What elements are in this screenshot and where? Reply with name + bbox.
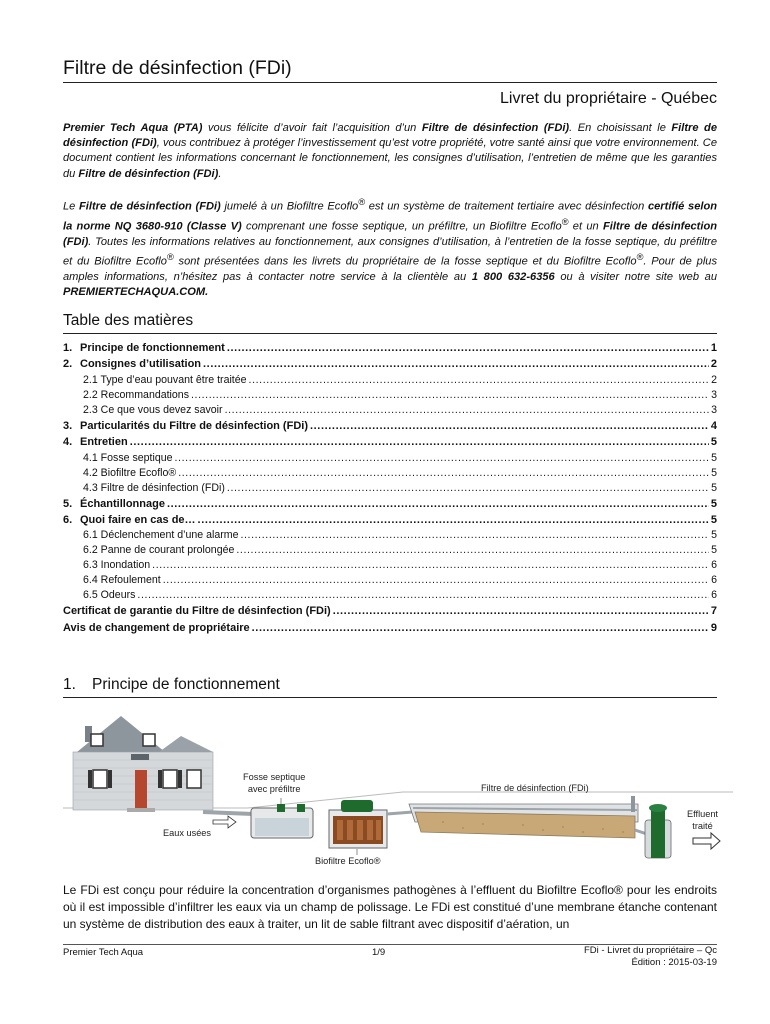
footer-page-number: 1/9 [372,947,386,958]
certification-text: certifié selon la norme NQ 3680-910 (Classe V) [63,200,718,233]
toc-entry-4-1[interactable] [63,451,717,466]
toc-label: 6.4 Refoulement [83,574,161,587]
toc-page: 5 [711,466,717,479]
label-line: avec préfiltre [247,784,301,794]
toc-label: 6.2 Panne de courant prolongée [83,544,235,557]
toc-page: 5 [710,513,717,526]
toc-page: 3 [711,403,717,416]
wastewater-arrow [213,816,236,828]
label-line: Effluent [687,809,718,819]
toc-leader [249,373,710,388]
toc-leader [167,496,709,512]
toc-leader [175,451,710,466]
house-illustration [73,716,213,812]
toc-number: 5. [63,497,73,510]
toc-number: 3. [63,419,73,432]
intro-text: . En choisissant le [569,122,672,134]
toc-page: 9 [710,621,717,634]
toc-leader [225,403,710,418]
toc-page: 5 [711,544,717,557]
toc-leader [252,620,709,636]
product-name: Filtre de désinfection (FDi) [63,122,718,150]
system-diagram-illustration [63,712,733,872]
label-line: Fosse septique [243,772,306,782]
toc-page: 2 [710,358,717,371]
footer-company: Premier Tech Aqua [63,947,144,958]
toc-label: Échantillonnage [80,497,165,510]
toc-leader [178,466,709,481]
septic-tank [251,804,313,838]
toc-label: 4.3 Filtre de désinfection (FDi) [83,481,225,494]
section-1-title [63,676,280,694]
toc-label: 6.1 Déclenchement d’une alarme [83,529,239,542]
toc-page: 4 [710,419,717,432]
product-name: Filtre de désinfection (FDi) [79,200,221,213]
toc-page: 5 [711,529,717,542]
toc-leader [152,558,709,573]
toc-entry-6-2[interactable] [63,543,717,558]
website-link[interactable]: PREMIERTECHAQUA.COM. [63,286,209,299]
toc-page: 6 [711,589,717,602]
disinfection-filter [409,796,638,838]
toc-page: 7 [710,605,717,618]
company-name: Premier Tech Aqua (PTA) [63,122,203,134]
toc-leader [227,481,709,496]
toc-label: Quoi faire en cas de… [80,513,196,526]
toc-page: 6 [711,574,717,587]
toc-page: 3 [711,388,717,401]
toc-label: 4.2 Biofiltre Ecoflo® [83,466,177,479]
intro-text: . Pour de plus amples informations, n’hésitez pas à contacter notre service à la clientèle au [63,255,717,283]
toc-label: 4.1 Fosse septique [83,451,173,464]
footer-doc-name: FDi - Livret du propriétaire – Qc [583,945,717,956]
toc-label: 6.5 Odeurs [83,589,136,602]
toc-entry-6[interactable] [63,512,717,528]
toc-leader [236,543,709,558]
toc-number: 6. [63,513,73,526]
toc-entry-3[interactable] [63,418,717,434]
toc-leader [333,603,709,619]
toc-entry-4-2[interactable] [63,466,717,481]
phone-number[interactable]: 1 800 632-6356 [471,270,555,283]
product-name: Filtre de désinfection (FDi) [63,220,718,248]
intro-paragraph-2 [63,195,717,300]
label-septic-tank [243,771,305,795]
toc-leader [130,434,709,450]
toc-label: Certificat de garantie du Filtre de désinfection (FDi) [63,605,331,618]
table-of-contents [63,340,717,636]
system-diagram [63,712,733,872]
toc-entry-warranty[interactable] [63,603,717,619]
intro-text: . Toutes les informations relatives au fonctionnement, aux consignes d’utilisation, à l’entretien de la fosse septique, du préfiltre et du Biofiltre Ecoflo [63,235,717,268]
intro-text: jumelé à un Biofiltre Ecoflo [220,200,359,213]
toc-rule [63,333,717,334]
toc-entry-2-3[interactable] [63,403,717,418]
toc-number: 2. [63,358,73,371]
intro-paragraph-1 [63,121,717,182]
intro-text: comprenant une fosse septique, un préfiltre, un Biofiltre Ecoflo [241,220,562,233]
registered-mark: ® [358,197,366,207]
section-rule [63,697,717,698]
toc-label: Avis de changement de propriétaire [63,621,250,634]
section-number: 1. [63,676,76,693]
toc-label: 2.3 Ce que vous devez savoir [83,403,223,416]
intro-text: . [218,167,222,180]
toc-label: 2.1 Type d’eau pouvant être traitée [83,373,247,386]
label-fdi: Filtre de désinfection (FDi) [481,783,589,793]
toc-entry-5[interactable] [63,496,717,512]
toc-leader [203,356,709,372]
toc-page: 5 [710,497,717,510]
toc-number: 4. [63,436,73,449]
toc-label: Consignes d’utilisation [80,358,202,371]
toc-page: 5 [711,481,717,494]
section-title-text: Principe de fonctionnement [92,676,280,693]
intro-text: vous félicite d’avoir fait l’acquisition d’un [202,122,422,134]
toc-entry-6-4[interactable] [63,573,717,588]
biofilter-ecoflo [329,800,387,848]
product-name: Filtre de désinfection (FDi) [421,122,570,134]
registered-mark: ® [166,251,174,262]
toc-number: 1. [63,342,73,354]
pump-station [645,804,671,858]
toc-entry-1[interactable] [63,340,717,356]
label-line: traité [692,821,713,831]
toc-label: 2.2 Recommandations [83,388,189,401]
product-name: Filtre de désinfection (FDi) [78,167,219,180]
toc-label: Entretien [80,436,128,449]
footer-edition [584,945,717,969]
toc-entry-4-3[interactable] [63,481,717,496]
section-1-body: Le FDi est conçu pour réduire la concentration d’organismes pathogènes à l’effluent du Biofiltre Ecoflo® pour les endroits où il est impossible d’infiltrer les eaux via un champ de polissage. Le FDi est constitué d’une membrane étanche contenant un système de distribution des eaux à traiter, un lit de sable filtrant avec dispositif d’aération, un [63,883,717,932]
registered-mark: ® [561,216,569,227]
document-title: Filtre de désinfection (FDi) [63,57,292,79]
intro-text: Le [63,200,80,213]
label-biofilter: Biofiltre Ecoflo® [315,856,381,866]
label-wastewater: Eaux usées [163,828,212,838]
toc-leader [191,388,709,403]
biofilter-outlet-pipe [387,812,413,814]
toc-entry-owner-change[interactable] [63,620,717,636]
inlet-pipe [203,812,253,814]
toc-leader [227,340,709,356]
toc-entry-6-3[interactable] [63,558,717,573]
toc-entry-2-1[interactable] [63,373,717,388]
toc-page: 5 [711,451,717,464]
document-subtitle: Livret du propriétaire - Québec [500,90,717,107]
intro-text: et un [568,220,603,233]
label-effluent [687,808,718,832]
toc-leader [163,573,709,588]
intro-text: est un système de traitement tertiaire avec désinfection [365,200,648,213]
registered-mark: ® [636,251,644,262]
toc-leader [137,588,709,603]
toc-entry-6-1[interactable] [63,528,717,543]
toc-label: Particularités du Filtre de désinfection (FDi) [80,419,308,432]
toc-leader [198,512,709,528]
effluent-arrow [693,833,720,849]
toc-page: 2 [711,373,717,386]
toc-entry-2-2[interactable] [63,388,717,403]
toc-leader [310,418,709,434]
toc-page: 1 [710,342,717,354]
toc-page: 5 [710,436,717,449]
intro-text: , vous contribuez à protéger l’investissement qu’est votre propriété, votre santé ainsi que votre environnement. Ce document contient les informations concernant le fonctionnement, les consignes d’utilisation, l’entretien de même que les garanties du [63,137,717,180]
toc-entry-2[interactable] [63,356,717,372]
footer-edition-date: Édition : 2015-03-19 [631,957,717,968]
toc-title: Table des matières [63,312,194,329]
intro-text: sont présentées dans les livrets du propriétaire de la fosse septique et du Biofiltre Ecoflo [173,255,637,268]
toc-entry-6-5[interactable] [63,588,717,603]
toc-leader [240,528,709,543]
intro-text: ou à visiter notre site web au [554,270,717,283]
toc-label: 6.3 Inondation [83,559,151,572]
toc-label: Principe de fonctionnement [80,342,225,354]
toc-entry-4[interactable] [63,434,717,450]
title-rule [63,82,717,83]
toc-page: 6 [711,559,717,572]
